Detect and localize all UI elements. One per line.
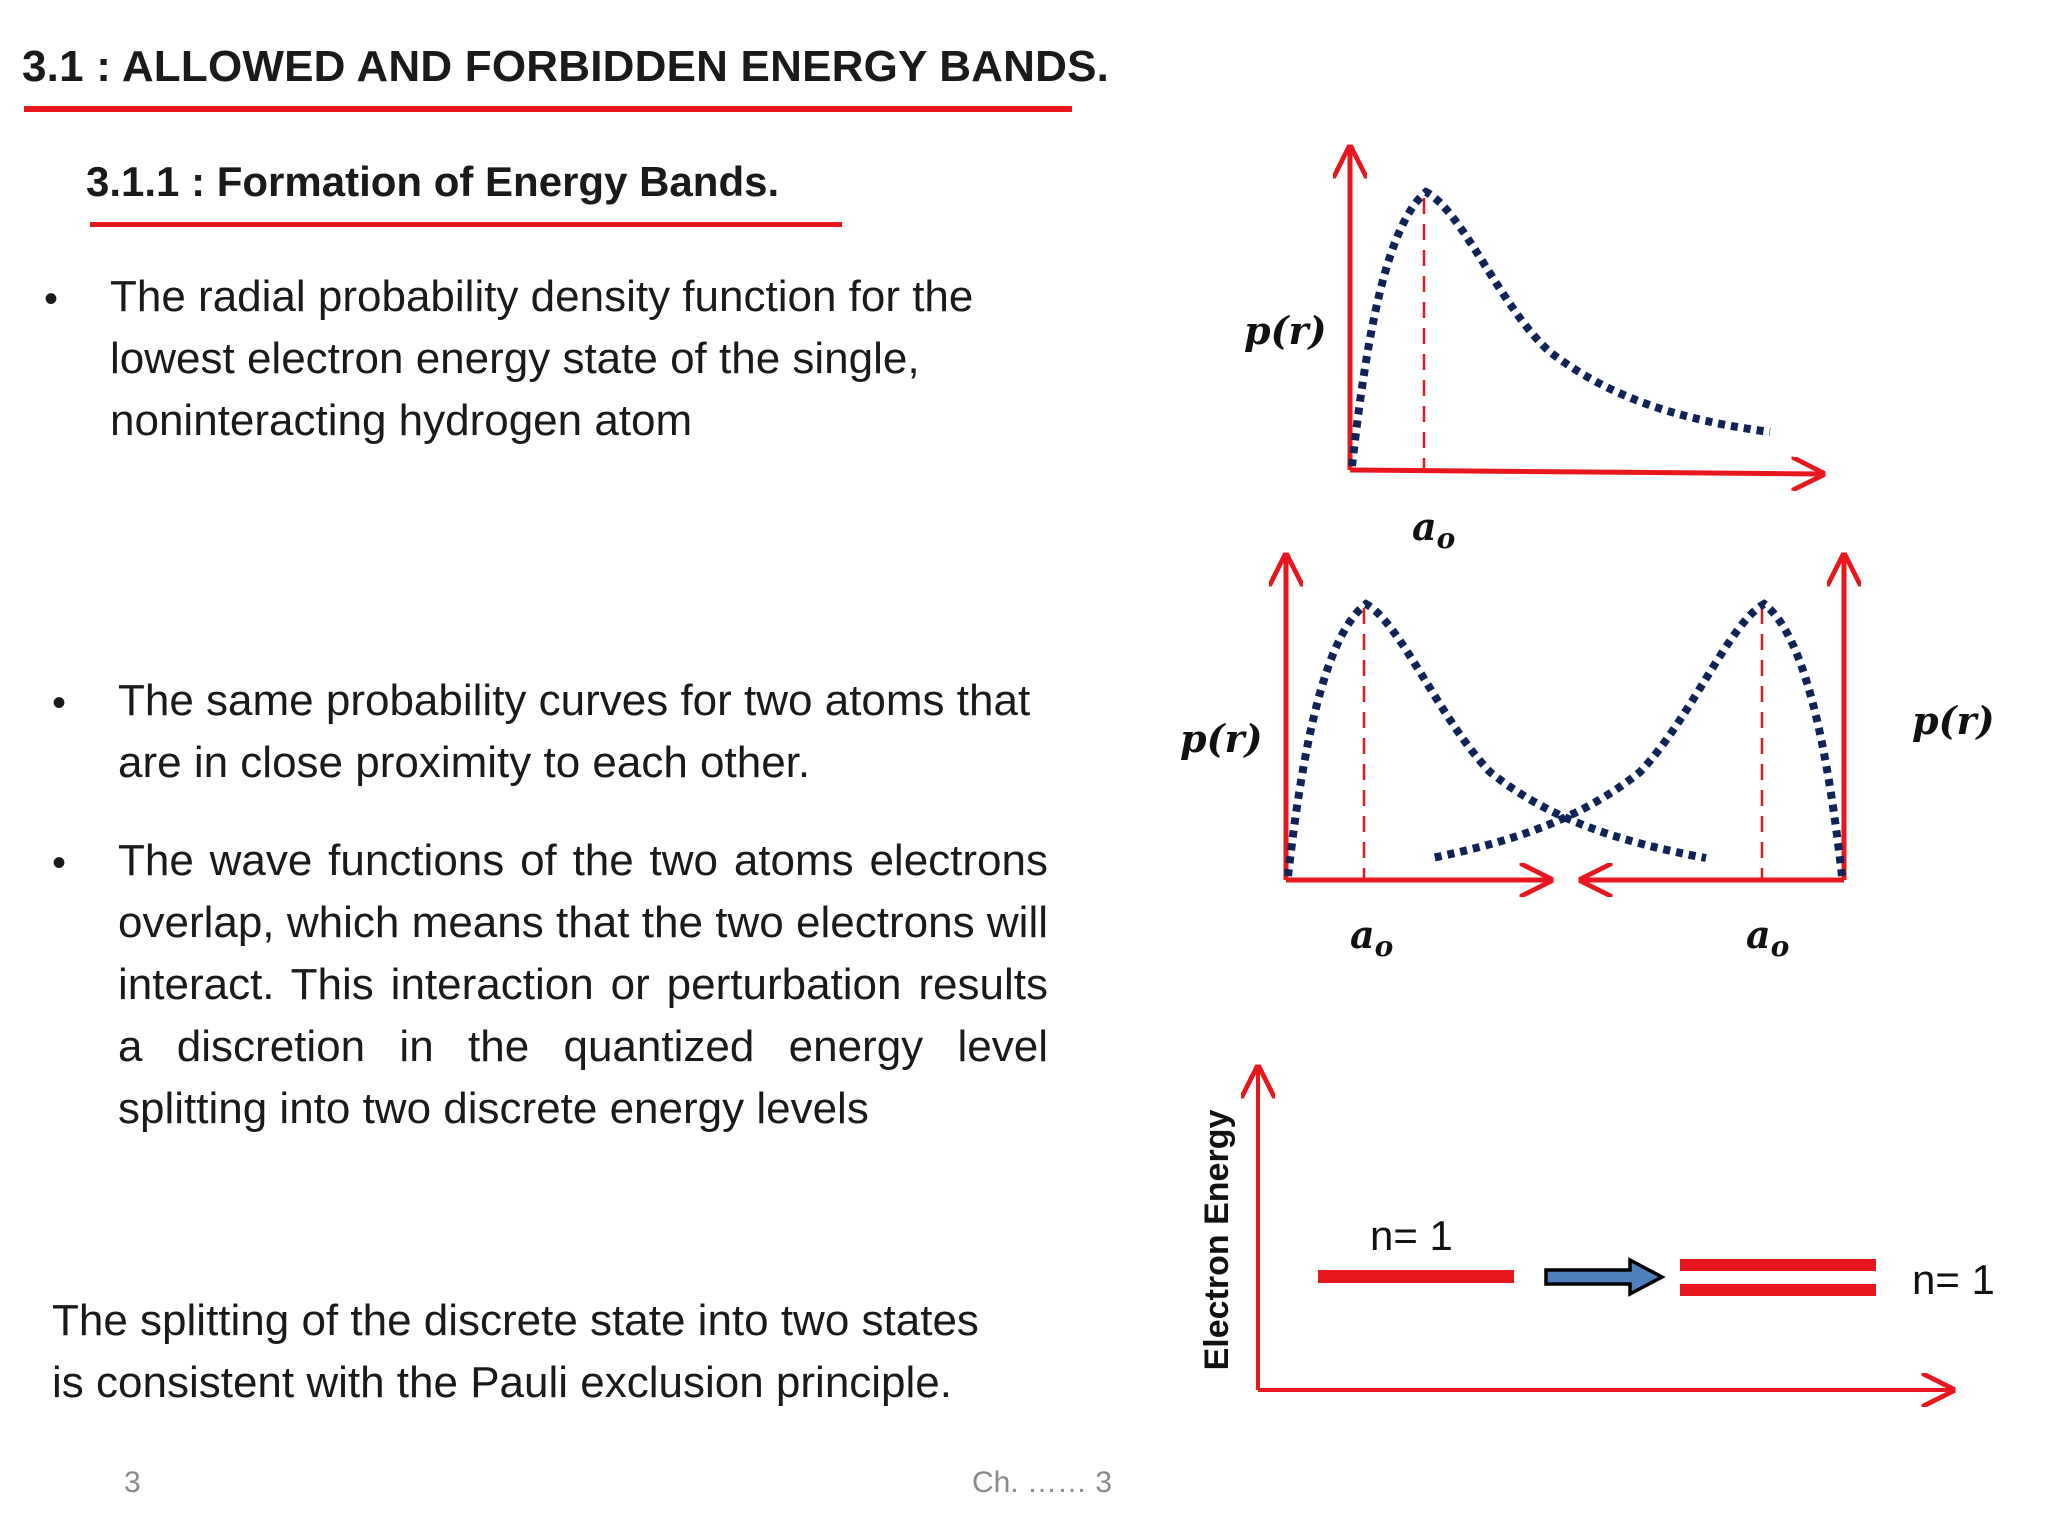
- left-ao-label: $a_o$: [1350, 912, 1394, 963]
- right-ao-label: $a_o$: [1746, 912, 1790, 963]
- two-atoms-figure: [1180, 556, 1995, 963]
- split-energy-level-upper: [1680, 1259, 1876, 1271]
- chapter-label: Ch. …… 3: [972, 1466, 1113, 1499]
- page-number: 3: [124, 1466, 141, 1499]
- conclusion-text: The splitting of the discrete state into two states is consistent with the Pauli exclusion principle.: [52, 1296, 979, 1407]
- bullet-marker: •: [52, 841, 67, 885]
- right-probability-curve: [1432, 604, 1842, 876]
- bullet-text-1: The radial probability density function for the lowest electron energy state of the single, noninteracting hydrogen atom: [110, 272, 974, 445]
- probability-curve: [1352, 192, 1770, 466]
- left-probability-curve: [1288, 604, 1706, 876]
- split-energy-level-lower: [1680, 1284, 1876, 1296]
- section-title: 3.1 : ALLOWED AND FORBIDDEN ENERGY BANDS.: [22, 42, 1110, 91]
- left-level-label: n= 1: [1370, 1212, 1453, 1259]
- right-level-label: n= 1: [1912, 1256, 1995, 1303]
- left-y-axis-label: p(r): [1180, 716, 1263, 761]
- y-axis-label: p(r): [1244, 308, 1327, 353]
- ao-label: $a_o$: [1412, 504, 1456, 555]
- right-y-axis-label: p(r): [1912, 698, 1995, 743]
- bullet-marker: •: [52, 681, 67, 725]
- splitting-arrow-icon: [1546, 1260, 1662, 1294]
- energy-axis-label: Electron Energy: [1198, 1109, 1236, 1371]
- single-atom-figure: [1244, 148, 1822, 555]
- single-energy-level: [1318, 1270, 1514, 1283]
- energy-level-figure: [1198, 1068, 1995, 1390]
- bullet-text-2: The same probability curves for two atoms that are in close proximity to each other.: [118, 676, 1031, 787]
- x-axis: [1350, 470, 1822, 474]
- bullet-text-3: The wave functions of the two atoms electrons overlap, which means that the two electrons will interact. This interaction or perturbation results a discretion in the quantized energy level splitting into two discrete energy levels: [118, 836, 1048, 1133]
- subsection-title: 3.1.1 : Formation of Energy Bands.: [86, 158, 780, 205]
- bullet-marker: •: [44, 277, 59, 321]
